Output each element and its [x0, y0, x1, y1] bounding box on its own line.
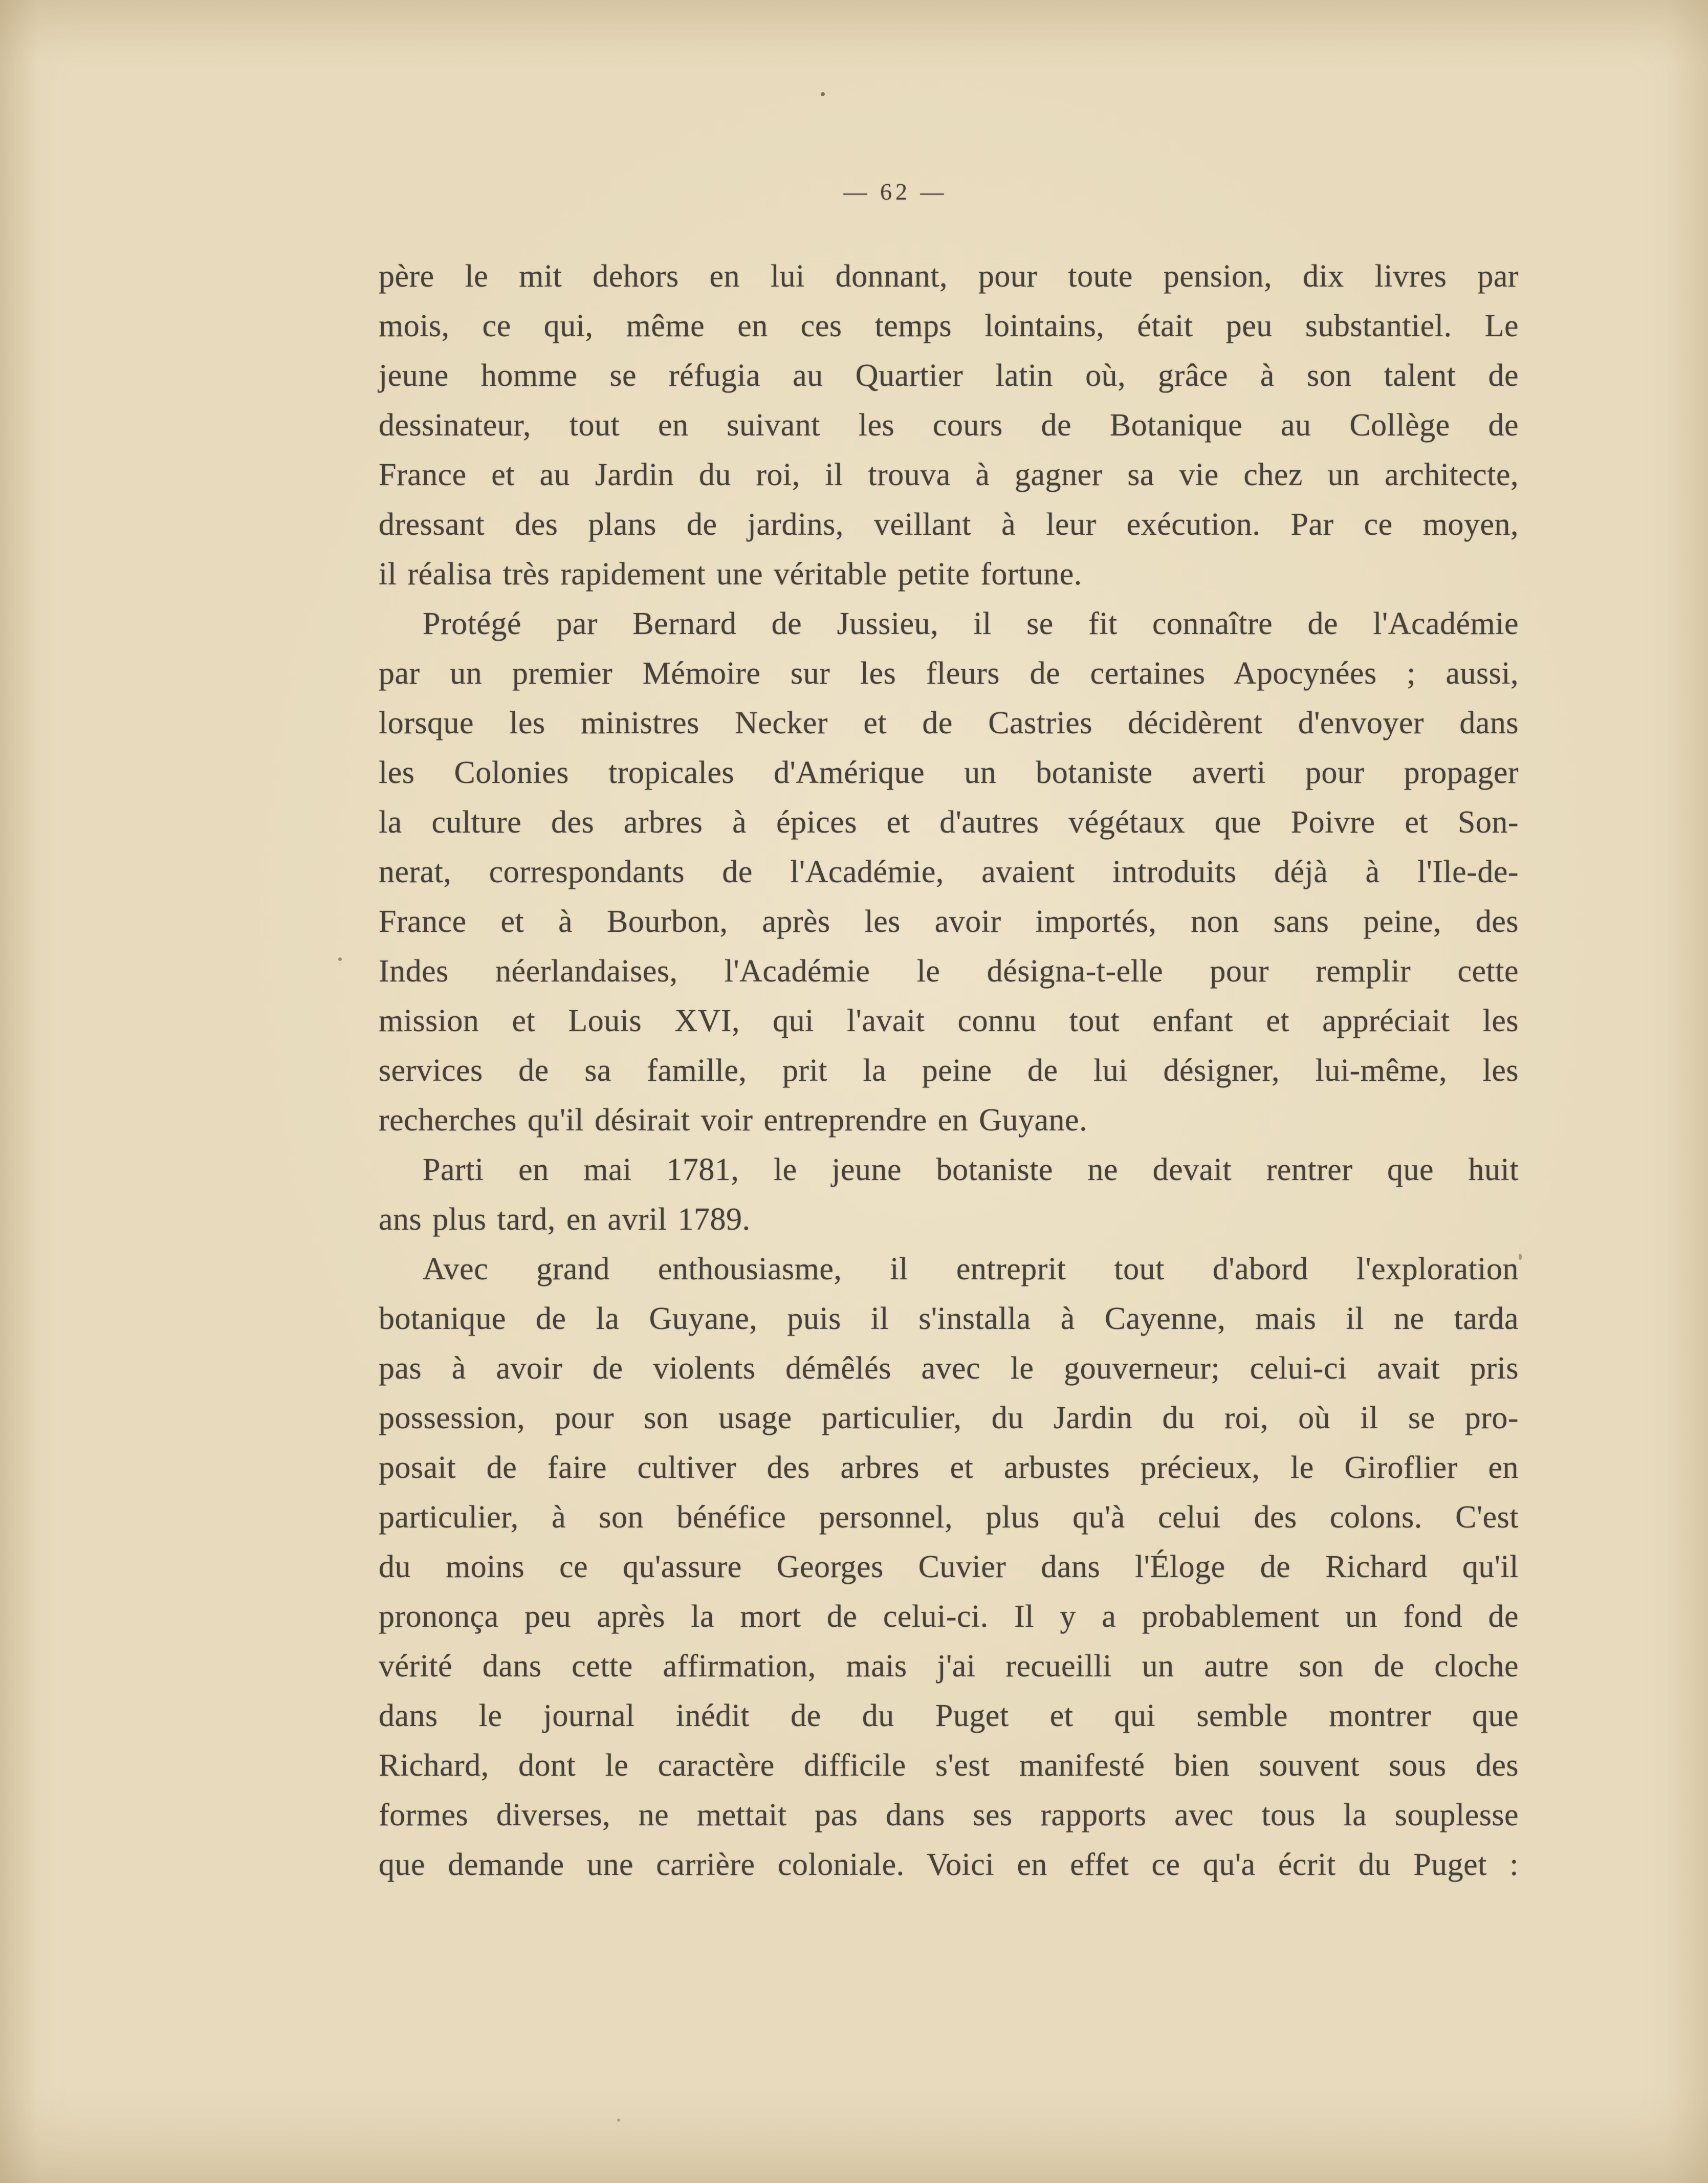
text-line: dressant des plans de jardins, veillant à leur exécution. Par ce moyen, — [379, 507, 1519, 542]
text-line: Richard, dont le caractère difficile s'est manifesté bien souvent sous des — [379, 1748, 1519, 1783]
text-line: Protégé par Bernard de Jussieu, il se fit connaître de l'Académie — [423, 606, 1519, 641]
text-line: lorsque les ministres Necker et de Castries décidèrent d'envoyer dans — [379, 706, 1519, 740]
text-block — [379, 252, 1519, 1890]
text-line: pas à avoir de violents démêlés avec le gouverneur; celui-ci avait pris — [379, 1351, 1519, 1386]
text-line: la culture des arbres à épices et d'autres végétaux que Poivre et Son- — [379, 805, 1519, 840]
text-line: jeune homme se réfugia au Quartier latin où, grâce à son talent de — [379, 358, 1519, 393]
paragraph — [379, 599, 1519, 1145]
text-line: mission et Louis XVI, qui l'avait connu tout enfant et appréciait les — [379, 1003, 1519, 1038]
text-line: mois, ce qui, même en ces temps lointains, était peu substantiel. Le — [379, 309, 1519, 343]
text-line: père le mit dehors en lui donnant, pour toute pension, dix livres par — [379, 259, 1519, 294]
text-line: particulier, à son bénéfice personnel, plus qu'à celui des colons. C'est — [379, 1500, 1519, 1535]
text-line: Avec grand enthousiasme, il entreprit tout d'abord l'exploration — [423, 1252, 1519, 1286]
text-line: que demande une carrière coloniale. Voici en effet ce qu'a écrit du Puget : — [379, 1847, 1519, 1882]
text-line: les Colonies tropicales d'Amérique un botaniste averti pour propager — [379, 755, 1519, 790]
ink-speck — [338, 957, 342, 961]
text-line: dessinateur, tout en suivant les cours de Botanique au Collège de — [379, 408, 1519, 443]
text-line: France et à Bourbon, après les avoir importés, non sans peine, des — [379, 904, 1519, 939]
text-line: prononça peu après la mort de celui-ci. Il y a probablement un fond de — [379, 1599, 1519, 1634]
text-line: botanique de la Guyane, puis il s'installa à Cayenne, mais il ne tarda — [379, 1301, 1519, 1336]
text-line: Parti en mai 1781, le jeune botaniste ne devait rentrer que huit — [423, 1152, 1519, 1187]
paragraph — [379, 252, 1519, 599]
text-line: ans plus tard, en avril 1789. — [379, 1202, 751, 1237]
text-line: recherches qu'il désirait voir entreprendre en Guyane. — [379, 1103, 1088, 1138]
text-line: formes diverses, ne mettait pas dans ses rapports avec tous la souplesse — [379, 1798, 1519, 1832]
text-line: posait de faire cultiver des arbres et arbustes précieux, le Giroflier en — [379, 1450, 1519, 1485]
text-line: possession, pour son usage particulier, du Jardin du roi, où il se pro- — [379, 1401, 1519, 1435]
paragraph — [379, 1145, 1519, 1245]
text-line: par un premier Mémoire sur les fleurs de certaines Apocynées ; aussi, — [379, 656, 1519, 691]
text-line: du moins ce qu'assure Georges Cuvier dans l'Éloge de Richard qu'il — [379, 1549, 1519, 1584]
text-line: il réalisa très rapidement une véritable petite fortune. — [379, 557, 1082, 592]
text-line: services de sa famille, prit la peine de lui désigner, lui-même, les — [379, 1053, 1519, 1088]
paragraph — [379, 1245, 1519, 1890]
text-line: France et au Jardin du roi, il trouva à gagner sa vie chez un architecte, — [379, 457, 1519, 492]
ink-speck — [617, 2119, 620, 2122]
page-number: — 62 — — [843, 179, 948, 205]
ink-speck — [821, 92, 825, 96]
text-line: nerat, correspondants de l'Académie, avaient introduits déjà à l'Ile-de- — [379, 855, 1519, 889]
ink-speck — [1519, 1254, 1522, 1260]
text-line: vérité dans cette affirmation, mais j'ai recueilli un autre son de cloche — [379, 1649, 1519, 1684]
text-line: Indes néerlandaises, l'Académie le désigna-t-elle pour remplir cette — [379, 954, 1519, 989]
text-line: dans le journal inédit de du Puget et qui semble montrer que — [379, 1698, 1519, 1733]
